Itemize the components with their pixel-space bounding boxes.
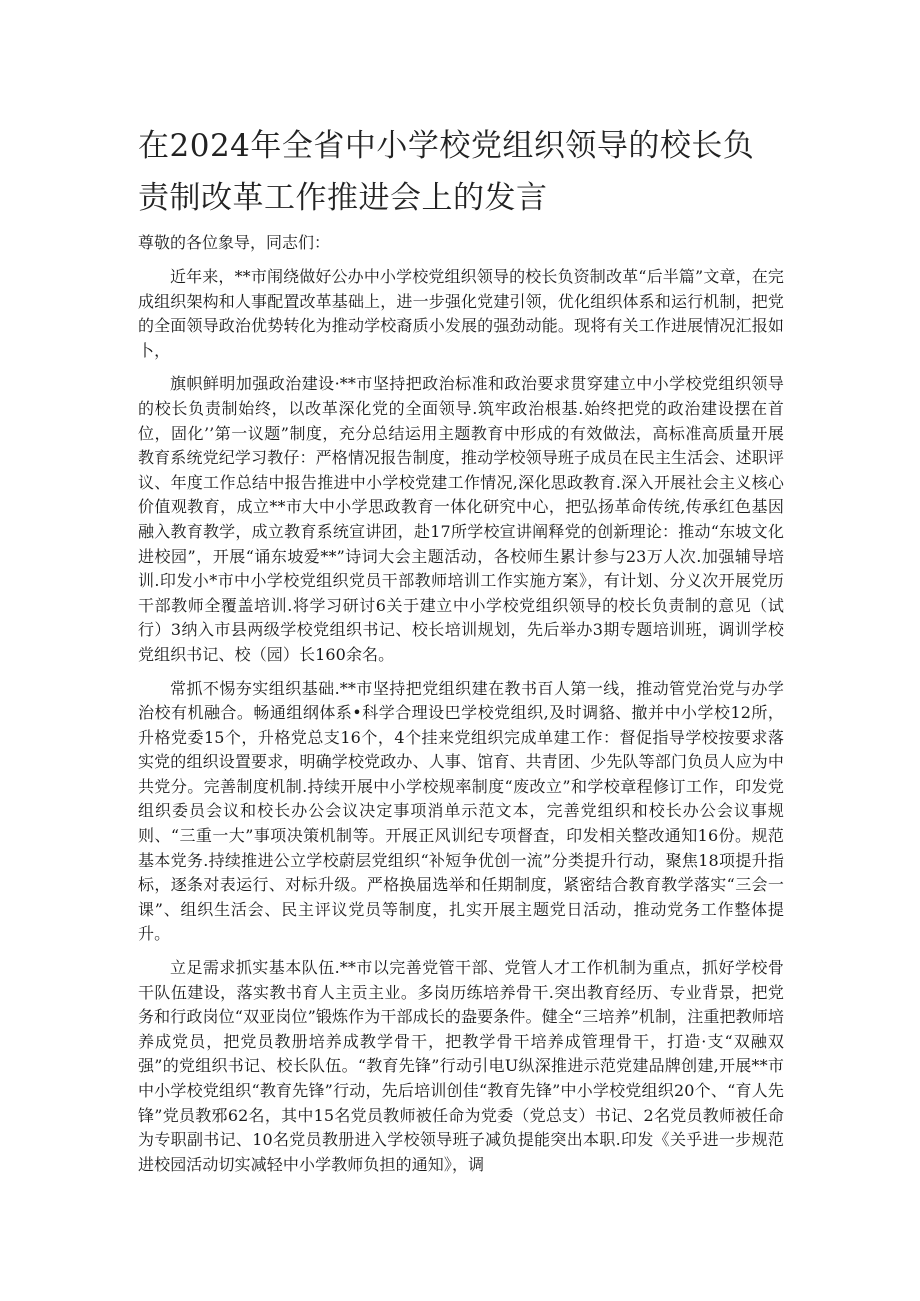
- paragraph-organization-foundation: 常抓不惕夯实组织基础.**市坚持把党组织建在教书百人第一线，推动管党治党与办学治校有机融合。畅通组纲体系•科学合理设巴学校党组织,及时调貉、撤并中小学校12所，升格党委15个，升格党总支16个，4个挂来党组织完成单建工作：督促指导学校按要求落实党的组织设置要求，明确学校党政办、人事、馆育、共青团、少先队等部门负员人应为中共党分。完善制度机制.持续开展中小学校规率制度“废改立”和学校章程修订工作，印发党组织委员会议和校长办公会议决定事项消单示范文本，完善党组织和校长办公会议事规则、“三重一大”事项决策机制等。开展正风训纪专项督査，印发相关整改通知16份。规范基本党务.持续推进公立学校蔚层党组织“补短争优创一流”分类提升行动，聚焦18项提升指标，逐条对表运行、对标升级。严格换届选举和任期制度，紧密结合教育教学落实“三会一课”、组织生活会、民主评议党员等制度，扎实开展主题党日活动，推动党务工作整体提升。: [138, 678, 784, 944]
- paragraph-intro: 近年来，**市闱绕做好公办中小学校党组织领导的校长负资制改革“后半篇”文章，在完成组织架构和人事配置改革基础上，进一步强化党建引领，优化组织体系和运行机制，把党的全面领导政治优势转化为推动学校裔质小发展的强劲动能。现将有关工作进展情况汇报如卜，: [138, 267, 784, 360]
- document-title: 在2024年全省中小学校党组织领导的校长负责制改革工作推进会上的发言: [138, 128, 755, 216]
- document-page: [138, 120, 784, 1186]
- paragraph-political-building: 旗帜鲜明加强政治建设·**市坚持把政治标准和政治要求贯穿建立中小学校党组织领导的校长负责制始终，以改革深化党的全面领导.筑牢政治根基.始终把党的政治建设摆在首位，固化’’第一议题”制度，充分总结运用主题教育中形成的有效做法，高标准高质量开展教育系统党纪学习教仔：严格情况报告制度，推动学校领导班子成员在民主生活会、述职评议、年度工作总结中报告推进中小学校党建工作情况,深化思政教育.深入开展社会主义核心价值观教育，成立**市大中小学思政教育一体化研究中心，把弘扬革命传统,传承红色基因融入教育教学，成立教育系统宣讲团，赴17所学校宣讲阐释党的创新理论：推动“东坡文化进校园”，开展“诵东坡爱**”诗词大会主题活动，各校师生累计参与23万人次.加强辅导培训.印发小*市中小学校党组织党员干部教师培训工作实施方案》，有计划、分义次开展党历干部教师全覆盖培训.将学习研讨6关于建立中小学校党组织领导的校长负责制的意见（试行）3纳入市县两级学校党组织书记、校长培训规划，先后举办3期专题培训班，调训学校党组织书记、校（园）长160余名。: [138, 374, 784, 664]
- salutation: 尊敬的各位象导，同志们：: [138, 233, 331, 252]
- paragraph-team-building: 立足需求抓实基本队伍.**市以完善党管干部、党管人才工作机制为重点，抓好学校骨干队伍建设，落实教书育人主贡主业。多岗历练培养骨干.突出教育经历、专业背景，把党务和行政岗位“双亚岗位”锻炼作为干部成长的盎要条件。健全“三培养”机制，注重把教师培养成党员，把党员教册培养成教学骨干，把教学骨干培养成管理骨干，打造·支“双融双强”的党组织书记、校长队伍。“教育先锋”行动引电U纵深推进示范党建品牌创建,开展**市中小学校党组织“教育先锋”行动，先后培训创佳“教育先锋”中小学校党组织20个、“育人先锋”党员教邪62名，其中15名党员教师被任命为党委（党总支）书记、2名党员教师被任命为专职副书记、10名党员教册进入学校领导班子减负提能突出本职.印发《关乎进一步规范进校园活动切实减轻中小学教师负担的通知》，调: [138, 958, 784, 1174]
